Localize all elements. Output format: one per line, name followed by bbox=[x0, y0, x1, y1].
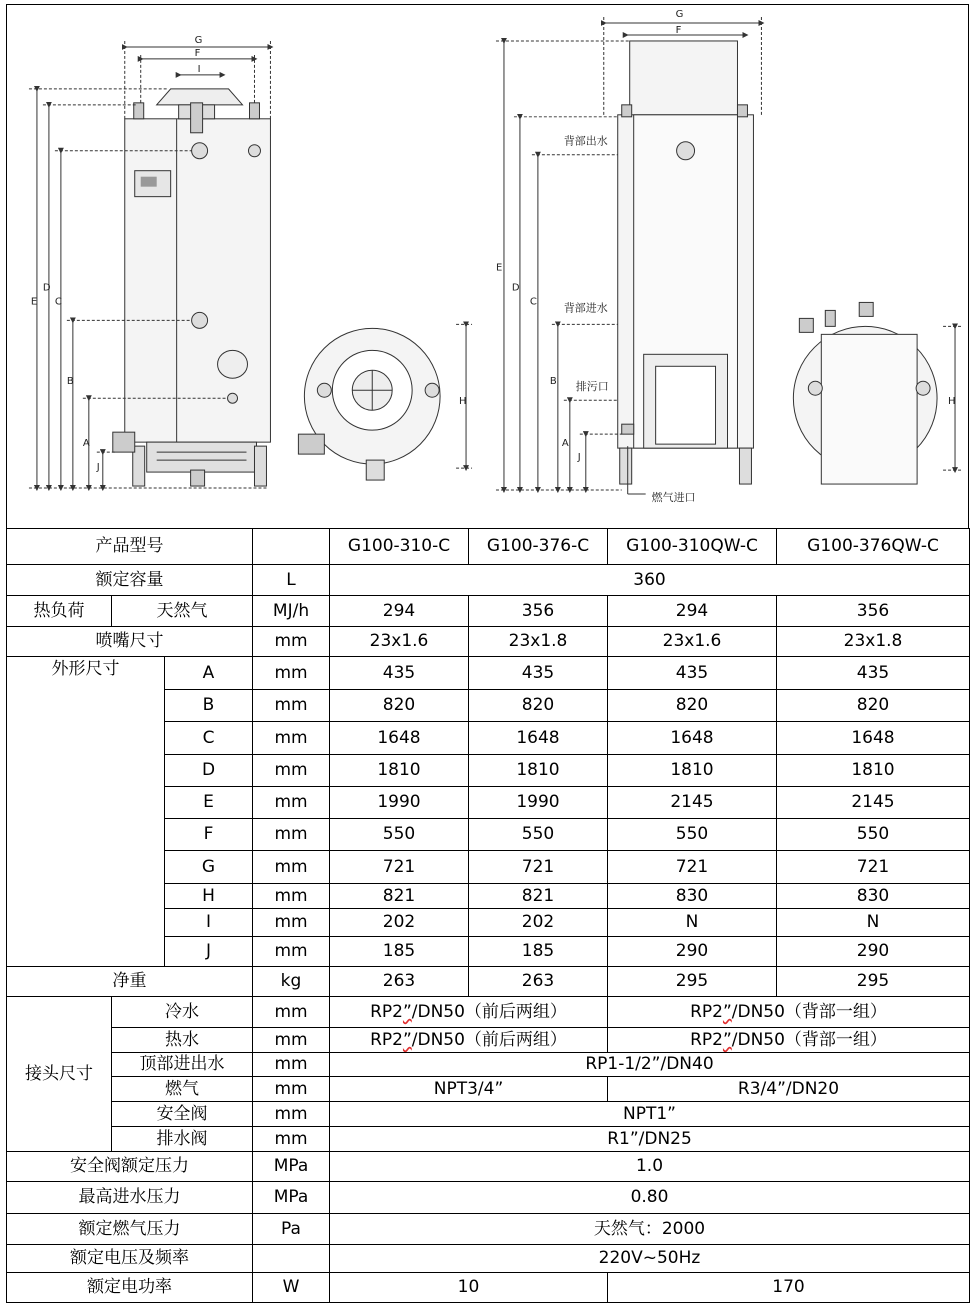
dim-unit: mm bbox=[253, 851, 330, 884]
drain-label: 排污口 bbox=[575, 380, 609, 394]
nozzle-unit: mm bbox=[253, 627, 330, 657]
top-water-value: RP1-1/2”/DN40 bbox=[330, 1053, 970, 1077]
capacity-label: 额定容量 bbox=[7, 565, 253, 596]
gas-label: 燃气 bbox=[112, 1077, 253, 1102]
dim-key: A bbox=[165, 657, 253, 690]
voltage-unit bbox=[253, 1245, 330, 1273]
dim-unit: mm bbox=[253, 787, 330, 819]
power-value-a: 10 bbox=[330, 1273, 608, 1303]
dim-label-h-left: H bbox=[459, 396, 467, 408]
dim-unit: mm bbox=[253, 884, 330, 909]
dim-label-h-right: H bbox=[948, 396, 956, 408]
safety-valve-label: 安全阀 bbox=[112, 1102, 253, 1127]
heat-load-unit: MJ/h bbox=[253, 596, 330, 627]
gas-value-b: R3/4”/DN20 bbox=[608, 1077, 970, 1102]
net-weight-2: 263 bbox=[469, 967, 608, 997]
nozzle-row bbox=[7, 627, 970, 657]
dim-value: 435 bbox=[469, 657, 608, 690]
dim-row bbox=[7, 657, 970, 690]
gas-pressure-unit: Pa bbox=[253, 1214, 330, 1245]
side-dim-j: J bbox=[577, 452, 581, 464]
drain-valve-unit: mm bbox=[253, 1127, 330, 1152]
cold-water-label: 冷水 bbox=[112, 997, 253, 1028]
front-view bbox=[29, 41, 270, 488]
dim-value: 721 bbox=[608, 851, 777, 884]
dim-unit: mm bbox=[253, 690, 330, 722]
safety-valve-unit: mm bbox=[253, 1102, 330, 1127]
valve-pressure-row bbox=[7, 1152, 970, 1182]
valve-pressure-label: 安全阀额定压力 bbox=[7, 1152, 253, 1182]
heat-load-1: 294 bbox=[330, 596, 469, 627]
side-view bbox=[496, 17, 761, 494]
gas-row bbox=[7, 1077, 970, 1102]
side-dim-b: B bbox=[549, 376, 557, 388]
max-inlet-pressure-row bbox=[7, 1182, 970, 1214]
gas-inlet-label: 燃气进口 bbox=[651, 491, 696, 505]
dim-unit: mm bbox=[253, 722, 330, 755]
dim-value: 1810 bbox=[608, 755, 777, 787]
gas-pressure-value: 天然气：2000 bbox=[330, 1214, 970, 1245]
dim-unit: mm bbox=[253, 909, 330, 937]
dim-value: 202 bbox=[330, 909, 469, 937]
nozzle-4: 23x1.8 bbox=[777, 627, 970, 657]
cold-water-row bbox=[7, 997, 970, 1028]
dim-label-j: J bbox=[96, 462, 100, 474]
dim-value: 821 bbox=[469, 884, 608, 909]
dim-value: 721 bbox=[777, 851, 970, 884]
power-unit: W bbox=[253, 1273, 330, 1303]
dim-value: N bbox=[608, 909, 777, 937]
dim-value: 820 bbox=[469, 690, 608, 722]
gas-pressure-row bbox=[7, 1214, 970, 1245]
dim-label-g: G bbox=[194, 34, 203, 46]
cold-water-value-a: RP2”/DN50（前后两组） bbox=[330, 997, 608, 1028]
connections-label: 接头尺寸 bbox=[7, 997, 112, 1152]
cold-water-unit: mm bbox=[253, 997, 330, 1028]
dim-value: 1648 bbox=[469, 722, 608, 755]
dim-value: 1648 bbox=[608, 722, 777, 755]
voltage-value: 220V~50Hz bbox=[330, 1245, 970, 1273]
gas-value-a: NPT3/4” bbox=[330, 1077, 608, 1102]
back-outlet-label: 背部出水 bbox=[563, 134, 608, 148]
hot-water-label: 热水 bbox=[112, 1028, 253, 1053]
model-1: G100-310-C bbox=[330, 529, 469, 565]
back-inlet-label: 背部进水 bbox=[563, 301, 608, 315]
side-dim-d: D bbox=[511, 282, 520, 294]
dim-value: 2145 bbox=[608, 787, 777, 819]
hot-water-value-b: RP2”/DN50（背部一组） bbox=[608, 1028, 970, 1053]
nozzle-2: 23x1.8 bbox=[469, 627, 608, 657]
side-dim-e: E bbox=[495, 262, 503, 274]
nozzle-1: 23x1.6 bbox=[330, 627, 469, 657]
dim-value: 435 bbox=[777, 657, 970, 690]
model-2: G100-376-C bbox=[469, 529, 608, 565]
dim-key: E bbox=[165, 787, 253, 819]
dim-value: 435 bbox=[608, 657, 777, 690]
dim-label-d: D bbox=[42, 282, 51, 294]
technical-drawing bbox=[6, 4, 969, 528]
valve-pressure-unit: MPa bbox=[253, 1152, 330, 1182]
dim-unit: mm bbox=[253, 755, 330, 787]
dim-value: 830 bbox=[777, 884, 970, 909]
power-label: 额定电功率 bbox=[7, 1273, 253, 1303]
dim-value: 1810 bbox=[469, 755, 608, 787]
voltage-label: 额定电压及频率 bbox=[7, 1245, 253, 1273]
capacity-row bbox=[7, 565, 970, 596]
net-weight-unit: kg bbox=[253, 967, 330, 997]
power-row bbox=[7, 1273, 970, 1303]
safety-valve-row bbox=[7, 1102, 970, 1127]
dim-label-e: E bbox=[30, 296, 38, 308]
drain-valve-row bbox=[7, 1127, 970, 1152]
valve-pressure-value: 1.0 bbox=[330, 1152, 970, 1182]
dim-key: G bbox=[165, 851, 253, 884]
dim-key: F bbox=[165, 819, 253, 851]
dim-value: 550 bbox=[330, 819, 469, 851]
dim-value: 1810 bbox=[777, 755, 970, 787]
net-weight-label: 净重 bbox=[7, 967, 253, 997]
dim-key: H bbox=[165, 884, 253, 909]
side-dim-g: G bbox=[675, 9, 684, 21]
hot-water-value-a: RP2”/DN50（前后两组） bbox=[330, 1028, 608, 1053]
nozzle-label: 喷嘴尺寸 bbox=[7, 627, 253, 657]
dim-value: 721 bbox=[330, 851, 469, 884]
net-weight-3: 295 bbox=[608, 967, 777, 997]
dimensions-label: 外形尺寸 bbox=[7, 657, 165, 967]
dim-value: 1990 bbox=[330, 787, 469, 819]
dim-key: B bbox=[165, 690, 253, 722]
dim-label-f: F bbox=[194, 47, 201, 59]
dim-key: D bbox=[165, 755, 253, 787]
dim-value: 820 bbox=[608, 690, 777, 722]
dim-key: I bbox=[165, 909, 253, 937]
gas-pressure-label: 额定燃气压力 bbox=[7, 1214, 253, 1245]
nozzle-3: 23x1.6 bbox=[608, 627, 777, 657]
dim-value: 185 bbox=[330, 937, 469, 967]
max-inlet-pressure-value: 0.80 bbox=[330, 1182, 970, 1214]
dim-value: 550 bbox=[608, 819, 777, 851]
heat-load-sub: 天然气 bbox=[112, 596, 253, 627]
dim-value: 1648 bbox=[330, 722, 469, 755]
dim-value: 435 bbox=[330, 657, 469, 690]
dim-value: 290 bbox=[608, 937, 777, 967]
top-view-right bbox=[793, 302, 961, 484]
drawing-svg bbox=[7, 5, 968, 528]
dim-key: J bbox=[165, 937, 253, 967]
voltage-row bbox=[7, 1245, 970, 1273]
heat-load-4: 356 bbox=[777, 596, 970, 627]
dim-value: 2145 bbox=[777, 787, 970, 819]
dim-unit: mm bbox=[253, 657, 330, 690]
top-view-left bbox=[298, 324, 472, 480]
dim-value: 820 bbox=[330, 690, 469, 722]
heat-load-2: 356 bbox=[469, 596, 608, 627]
dim-value: 830 bbox=[608, 884, 777, 909]
top-water-label: 顶部进出水 bbox=[112, 1053, 253, 1077]
dim-label-c: C bbox=[54, 296, 62, 308]
dim-unit: mm bbox=[253, 937, 330, 967]
dim-label-i: I bbox=[197, 63, 201, 75]
dim-value: 820 bbox=[777, 690, 970, 722]
dim-key: C bbox=[165, 722, 253, 755]
heat-load-row bbox=[7, 596, 970, 627]
net-weight-4: 295 bbox=[777, 967, 970, 997]
dim-value: 185 bbox=[469, 937, 608, 967]
dim-value: 290 bbox=[777, 937, 970, 967]
capacity-unit: L bbox=[253, 565, 330, 596]
side-dim-f: F bbox=[675, 24, 682, 36]
safety-valve-value: NPT1” bbox=[330, 1102, 970, 1127]
heat-load-label: 热负荷 bbox=[7, 596, 112, 627]
dim-value: 202 bbox=[469, 909, 608, 937]
model-row bbox=[7, 529, 970, 565]
dim-value: 1648 bbox=[777, 722, 970, 755]
hot-water-unit: mm bbox=[253, 1028, 330, 1053]
top-water-row bbox=[7, 1053, 970, 1077]
heat-load-3: 294 bbox=[608, 596, 777, 627]
top-water-unit: mm bbox=[253, 1053, 330, 1077]
power-value-b: 170 bbox=[608, 1273, 970, 1303]
dim-value: 821 bbox=[330, 884, 469, 909]
capacity-value: 360 bbox=[330, 565, 970, 596]
model-label: 产品型号 bbox=[7, 529, 253, 565]
drain-valve-label: 排水阀 bbox=[112, 1127, 253, 1152]
max-inlet-pressure-label: 最高进水压力 bbox=[7, 1182, 253, 1214]
drain-valve-value: R1”/DN25 bbox=[330, 1127, 970, 1152]
dim-value: N bbox=[777, 909, 970, 937]
max-inlet-pressure-unit: MPa bbox=[253, 1182, 330, 1214]
model-4: G100-376QW-C bbox=[777, 529, 970, 565]
net-weight-1: 263 bbox=[330, 967, 469, 997]
model-3: G100-310QW-C bbox=[608, 529, 777, 565]
dim-value: 550 bbox=[777, 819, 970, 851]
dim-label-b: B bbox=[66, 376, 74, 388]
side-dim-a: A bbox=[561, 438, 569, 450]
dim-value: 1990 bbox=[469, 787, 608, 819]
dim-value: 550 bbox=[469, 819, 608, 851]
dim-label-a: A bbox=[82, 438, 90, 450]
dim-unit: mm bbox=[253, 819, 330, 851]
net-weight-row bbox=[7, 967, 970, 997]
dim-value: 721 bbox=[469, 851, 608, 884]
cold-water-value-b: RP2”/DN50（背部一组） bbox=[608, 997, 970, 1028]
dim-value: 1810 bbox=[330, 755, 469, 787]
side-dim-c: C bbox=[529, 296, 537, 308]
spec-table bbox=[6, 528, 970, 1303]
gas-unit: mm bbox=[253, 1077, 330, 1102]
hot-water-row bbox=[7, 1028, 970, 1053]
